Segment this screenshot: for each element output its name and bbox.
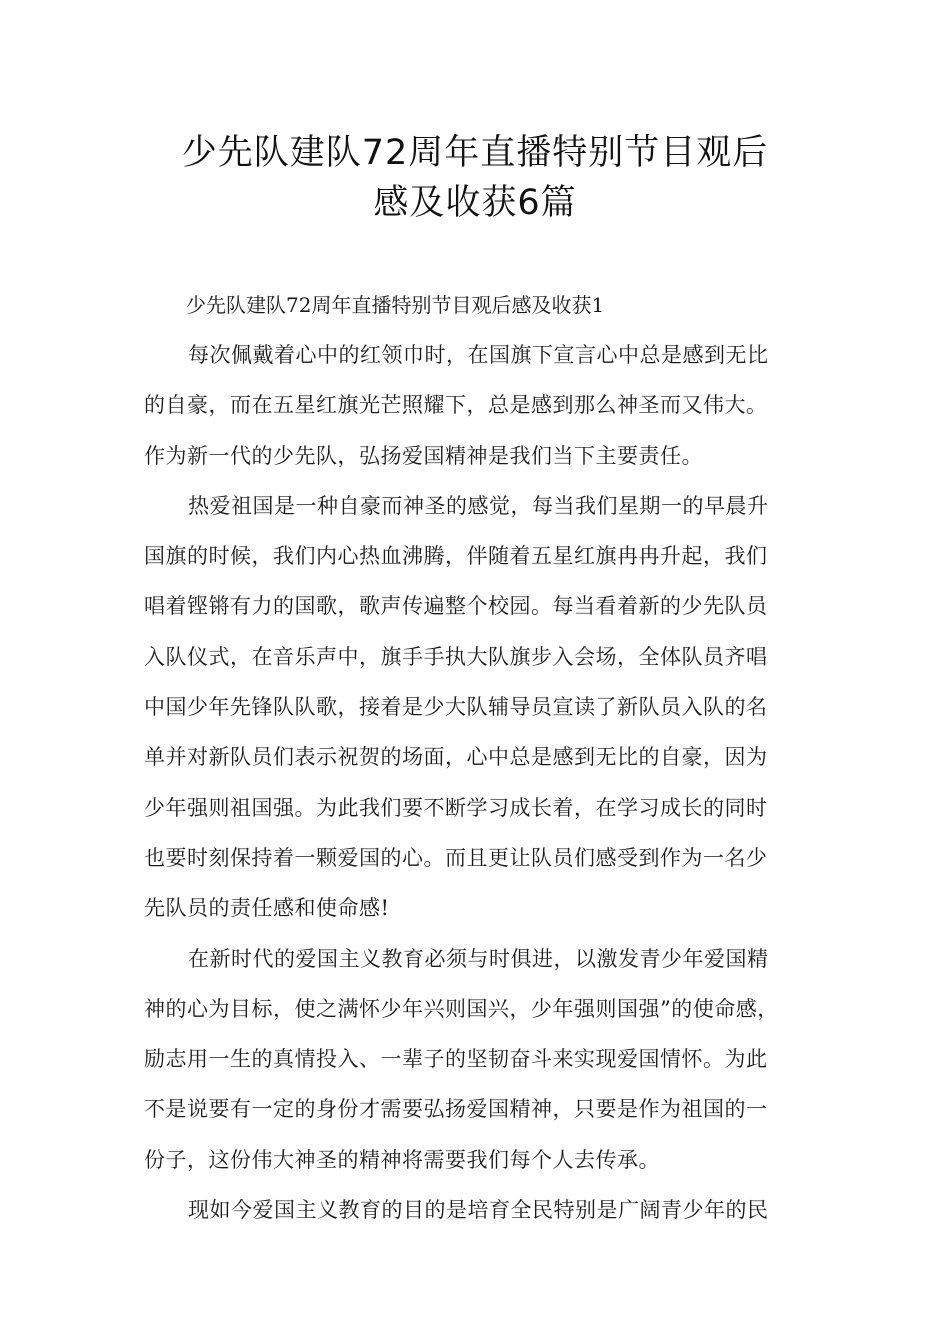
text-line: 励志用一生的真情投入、一辈子的坚韧奋斗来实现爱国情怀。为此 <box>144 1047 768 1072</box>
text-line: 现如今爱国主义教育的目的是培育全民特别是广阔青少年的民 <box>188 1198 769 1223</box>
text-line: 少年强则祖国强。为此我们要不断学习成长着，在学习成长的同时 <box>144 795 768 820</box>
text-line: 先队员的责任感和使命感! <box>144 896 390 921</box>
text-line: 神的心为目标，使之满怀少年兴则国兴，少年强则国强”的使命感， <box>144 996 779 1021</box>
document-title <box>120 128 830 228</box>
text-line: 也要时刻保持着一颗爱国的心。而且更让队员们感受到作为一名少 <box>144 845 768 870</box>
text-line: 不是说要有一定的身份才需要弘扬爱国精神，只要是作为祖国的一 <box>144 1097 768 1122</box>
text-line: 单并对新队员们表示祝贺的场面，心中总是感到无比的自豪，因为 <box>144 745 768 770</box>
title-line-2: 感及收获6篇 <box>373 183 577 223</box>
text-line: 国旗的时候，我们内心热血沸腾，伴随着五星红旗冉冉升起，我们 <box>144 544 768 569</box>
text-line: 份子，这份伟大神圣的精神将需要我们每个人去传承。 <box>144 1147 660 1172</box>
text-line: 中国少年先锋队队歌，接着是少大队辅导员宣读了新队员入队的名 <box>144 695 768 720</box>
text-line: 唱着铿锵有力的国歌，歌声传遍整个校园。每当看着新的少先队员 <box>144 594 768 619</box>
text-line: 在新时代的爱国主义教育必须与时俱进，以激发青少年爱国精 <box>188 946 769 971</box>
text-line: 每次佩戴着心中的红领巾时，在国旗下宣言心中总是感到无比 <box>188 343 769 367</box>
title-line-1: 少先队建队72周年直播特别节目观后 <box>181 133 769 173</box>
text-line: 入队仪式，在音乐声中，旗手手执大队旗步入会场，全体队员齐唱 <box>144 644 768 669</box>
text-line: 的自豪，而在五星红旗光芒照耀下，总是感到那么神圣而又伟大。 <box>144 393 768 418</box>
section-heading: 少先队建队72周年直播特别节目观后感及收获1 <box>186 293 605 317</box>
document-body <box>144 280 816 1235</box>
text-line: 热爱祖国是一种自豪而神圣的感觉，每当我们星期一的早晨升 <box>188 493 769 518</box>
text-line: 作为新一代的少先队，弘扬爱国精神是我们当下主要责任。 <box>144 443 703 468</box>
paragraph-lines <box>144 330 816 1235</box>
